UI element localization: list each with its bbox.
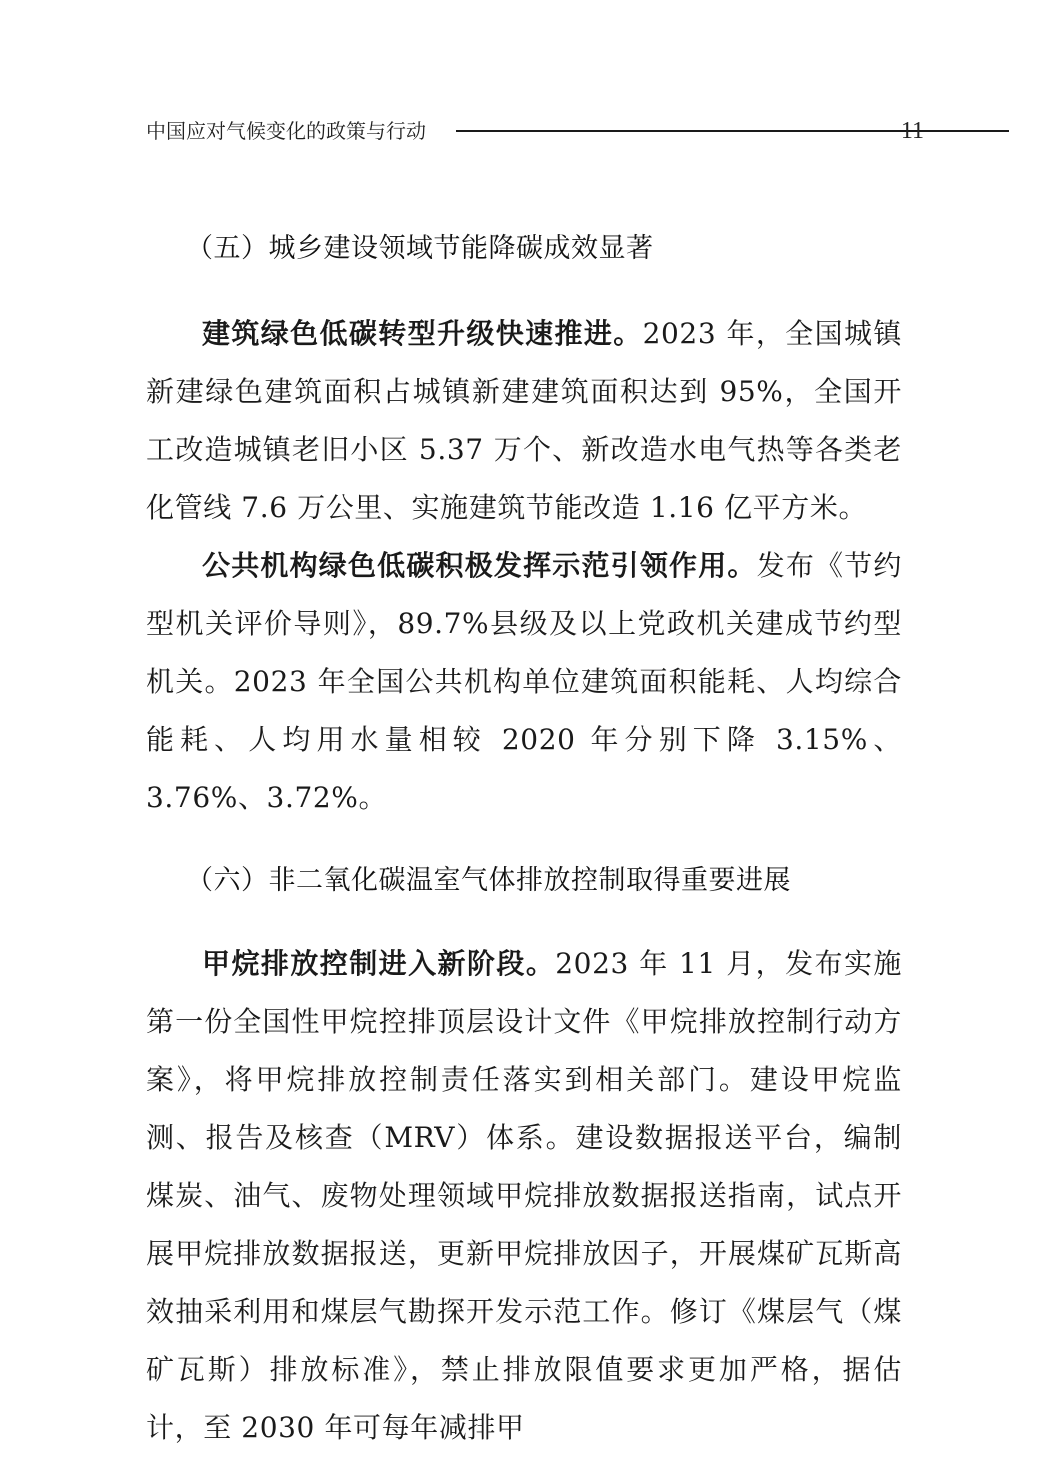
section-heading-6: （六）非二氧化碳温室气体排放控制取得重要进展 [186, 865, 791, 896]
section-heading-5: （五）城乡建设领域节能降碳成效显著 [186, 233, 654, 264]
paragraph-text: 2023 年 11 月，发布实施第一份全国性甲烷控排顶层设计文件《甲烷排放控制行动方案》，将甲烷排放控制责任落实到相关部门。建设甲烷监测、报告及核查（MRV）体系。建设数据报送平台，编制煤炭、油气、废物处理领域甲烷排放数据报送指南，试点开展甲烷排放数据报送，更新甲烷排放因子，开展煤矿瓦斯高效抽采利用和煤层气勘探开发示范工作。修订《煤层气（煤矿瓦斯）排放标准》，禁止排放限值要求更加严格，据估计，至 2030 年可每年减排甲 [146, 947, 902, 1444]
page-number: 11 [900, 118, 924, 144]
header-rule [456, 130, 1009, 132]
paragraph-lead: 甲烷排放控制进入新阶段。 [202, 947, 556, 980]
paragraph-methane-control [146, 935, 902, 1457]
paragraph-text: 2023 年，全国城镇新建绿色建筑面积占城镇新建建筑面积达到 95%，全国开工改造城镇老旧小区 5.37 万个、新改造水电气热等各类老化管线 7.6 万公里、实施建筑节能改造 1.16 亿平方米。 [146, 317, 902, 524]
paragraph-text: 发布《节约型机关评价导则》，89.7%县级及以上党政机关建成节约型机关。2023 年全国公共机构单位建筑面积能耗、人均综合能耗、人均用水量相较 2020 年分别下降 3.15%、3.76%、3.72%。 [146, 549, 902, 814]
running-header [146, 116, 924, 146]
running-title: 中国应对气候变化的政策与行动 [146, 119, 426, 143]
paragraph-public-institutions [146, 537, 902, 827]
page-body [146, 225, 902, 1457]
paragraph-lead: 建筑绿色低碳转型升级快速推进。 [202, 317, 643, 350]
paragraph-building-green [146, 305, 902, 537]
paragraph-lead: 公共机构绿色低碳积极发挥示范引领作用。 [202, 549, 757, 582]
